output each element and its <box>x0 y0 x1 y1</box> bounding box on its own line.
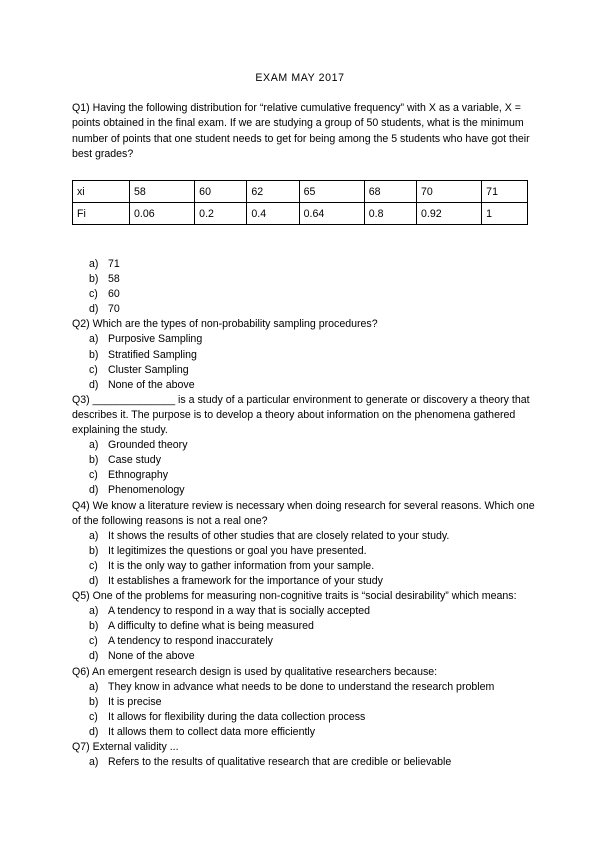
question-6-stem: Q6) An emergent research design is used by qualitative researchers because: <box>72 665 438 678</box>
table-cell: 65 <box>299 181 364 203</box>
q5-option-b[interactable]: b) A difficulty to define what is being measured <box>89 620 314 633</box>
table-cell: 71 <box>482 181 528 203</box>
q4-option-b[interactable]: b) It legitimizes the questions or goal you have presented. <box>89 544 367 557</box>
q3-option-a[interactable]: a) Grounded theory <box>89 439 188 452</box>
q6-option-d[interactable]: d) It allows them to collect data more efficiently <box>89 725 316 738</box>
q1-option-a[interactable]: a) 71 <box>89 258 120 270</box>
question-5-stem: Q5) One of the problems for measuring non-cognitive traits is “social desirability” which means: <box>72 590 517 603</box>
table-cell: 62 <box>247 181 299 203</box>
table-cell: 58 <box>130 181 195 203</box>
q4-option-d[interactable]: d) It establishes a framework for the importance of your study <box>89 574 383 587</box>
q2-option-a[interactable]: a) Purposive Sampling <box>89 333 203 346</box>
table-cell: 0.64 <box>299 203 364 225</box>
question-3-stem: Q3) ______________ is a study of a particular environment to generate or discovery a theory that describes it. The purpose is to develop a theory about information on the phenomena gathered explaining the study. <box>72 393 530 437</box>
q7-option-a[interactable]: a) Refers to the results of qualitative research that are credible or believable <box>89 756 452 769</box>
question-list <box>72 257 542 770</box>
table-cell: Fi <box>73 203 130 225</box>
q2-option-b[interactable]: b) Stratified Sampling <box>89 348 197 361</box>
q1-option-c[interactable]: c) 60 <box>89 288 120 301</box>
table-cell: 0.4 <box>247 203 299 225</box>
table-row-xi <box>73 181 528 203</box>
q1-option-d[interactable]: d) 70 <box>89 303 120 316</box>
table-cell: 60 <box>195 181 247 203</box>
table-cell: 0.92 <box>417 203 482 225</box>
table-cell: 68 <box>364 181 416 203</box>
question-1-stem: Q1) Having the following distribution for “relative cumulative frequency” with X as a variable, X = points obtained in the final exam. If we are studying a group of 50 students, what is the minimum number of points that one student needs to get for being among the 5 students who have got their best grades? <box>72 102 530 161</box>
q6-option-b[interactable]: b) It is precise <box>89 695 162 708</box>
question-7-stem: Q7) External validity ... <box>72 741 179 753</box>
q3-option-b[interactable]: b) Case study <box>89 454 161 467</box>
page-title: EXAM MAY 2017 <box>255 72 345 84</box>
q4-option-a[interactable]: a) It shows the results of other studies that are closely related to your study. <box>89 529 450 542</box>
q6-option-c[interactable]: c) It allows for flexibility during the data collection process <box>89 710 366 723</box>
table-row-fi <box>73 203 528 225</box>
q2-option-d[interactable]: d) None of the above <box>89 378 195 391</box>
table-cell: xi <box>73 181 130 203</box>
table-cell: 0.8 <box>364 203 416 225</box>
table-cell: 0.06 <box>130 203 195 225</box>
q1-option-b[interactable]: b) 58 <box>89 273 120 286</box>
q5-option-a[interactable]: a) A tendency to respond in a way that is socially accepted <box>89 605 371 618</box>
question-4-stem: Q4) We know a literature review is necessary when doing research for several reasons. Which one of the following reasons is not a real one? <box>72 499 535 527</box>
q6-option-a[interactable]: a) They know in advance what needs to be done to understand the research problem <box>89 680 495 693</box>
q4-option-c[interactable]: c) It is the only way to gather information from your sample. <box>89 559 375 572</box>
q2-option-c[interactable]: c) Cluster Sampling <box>89 363 189 376</box>
table-cell: 1 <box>482 203 528 225</box>
q5-option-d[interactable]: d) None of the above <box>89 650 195 663</box>
q5-option-c[interactable]: c) A tendency to respond inaccurately <box>89 635 273 648</box>
question-2-stem: Q2) Which are the types of non-probability sampling procedures? <box>72 318 378 331</box>
distribution-table <box>72 180 528 225</box>
q3-option-d[interactable]: d) Phenomenology <box>89 484 185 497</box>
table-cell: 0.2 <box>195 203 247 225</box>
q3-option-c[interactable]: c) Ethnography <box>89 469 169 482</box>
table-cell: 70 <box>417 181 482 203</box>
